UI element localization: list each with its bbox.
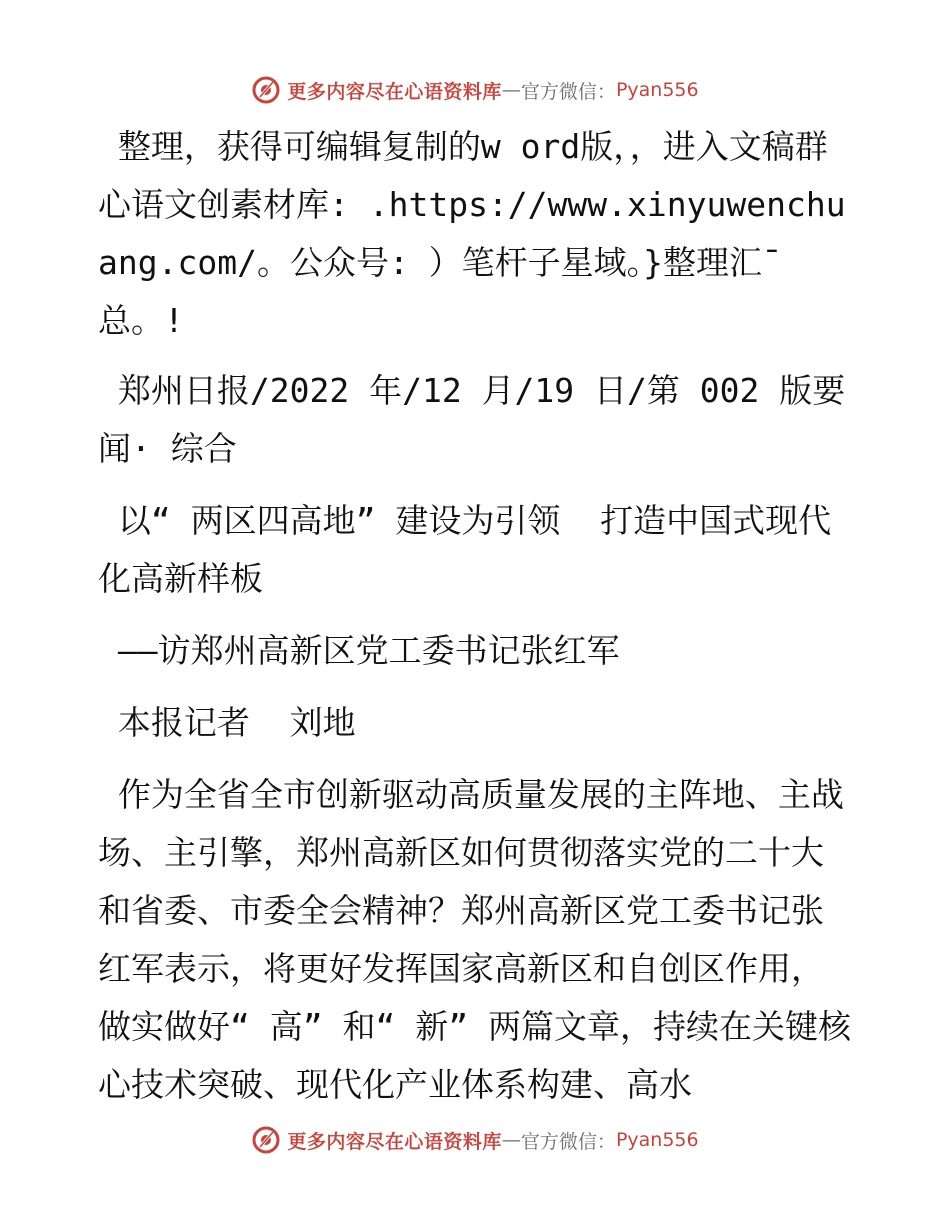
banner-wechat-label: 官方微信： xyxy=(520,1130,616,1153)
banner-wechat-label: 官方微信： xyxy=(520,80,616,103)
header-banner xyxy=(0,70,950,110)
byline: 本报记者 刘地 xyxy=(98,703,356,742)
banner-separator: — xyxy=(501,1129,521,1151)
intro-paragraph: 整理，获得可编辑复制的w ord版，，进入文稿群心语文创素材库: .https://www.xinyuwenchuang.com/。公众号: ）笔杆子星域。}整理汇¯总。! xyxy=(98,127,846,340)
banner-wechat-id: Pyan556 xyxy=(615,1129,699,1151)
brand-logo-icon xyxy=(251,1125,281,1155)
footer-banner xyxy=(0,1120,950,1160)
body-paragraph: 作为全省全市创新驱动高质量发展的主阵地、主战场、主引擎，郑州高新区如何贯彻落实党的二十大和省委、市委全会精神？郑州高新区党工委书记张红军表示，将更好发挥国家高新区和自创区作用，做实做好“ 高” 和“ 新” 两篇文章，持续在关键核心技术突破、现代化产业体系构建、高水 xyxy=(98,775,851,1104)
article-subheadline: ——访郑州高新区党工委书记张红军 xyxy=(98,631,620,670)
article-headline: 以“ 两区四高地” 建设为引领 打造中国式现代化高新样板 xyxy=(98,501,832,598)
source-line: 郑州日报/2022 年/12 月/19 日/第 002 版要闻· 综合 xyxy=(98,371,846,468)
banner-main-text: 更多内容尽在心语资料库 xyxy=(287,1130,502,1153)
brand-logo-icon xyxy=(251,75,281,105)
banner-wechat-id: Pyan556 xyxy=(615,79,699,101)
article-content xyxy=(98,118,852,1128)
banner-main-text: 更多内容尽在心语资料库 xyxy=(287,80,502,103)
banner-separator: — xyxy=(501,79,521,101)
